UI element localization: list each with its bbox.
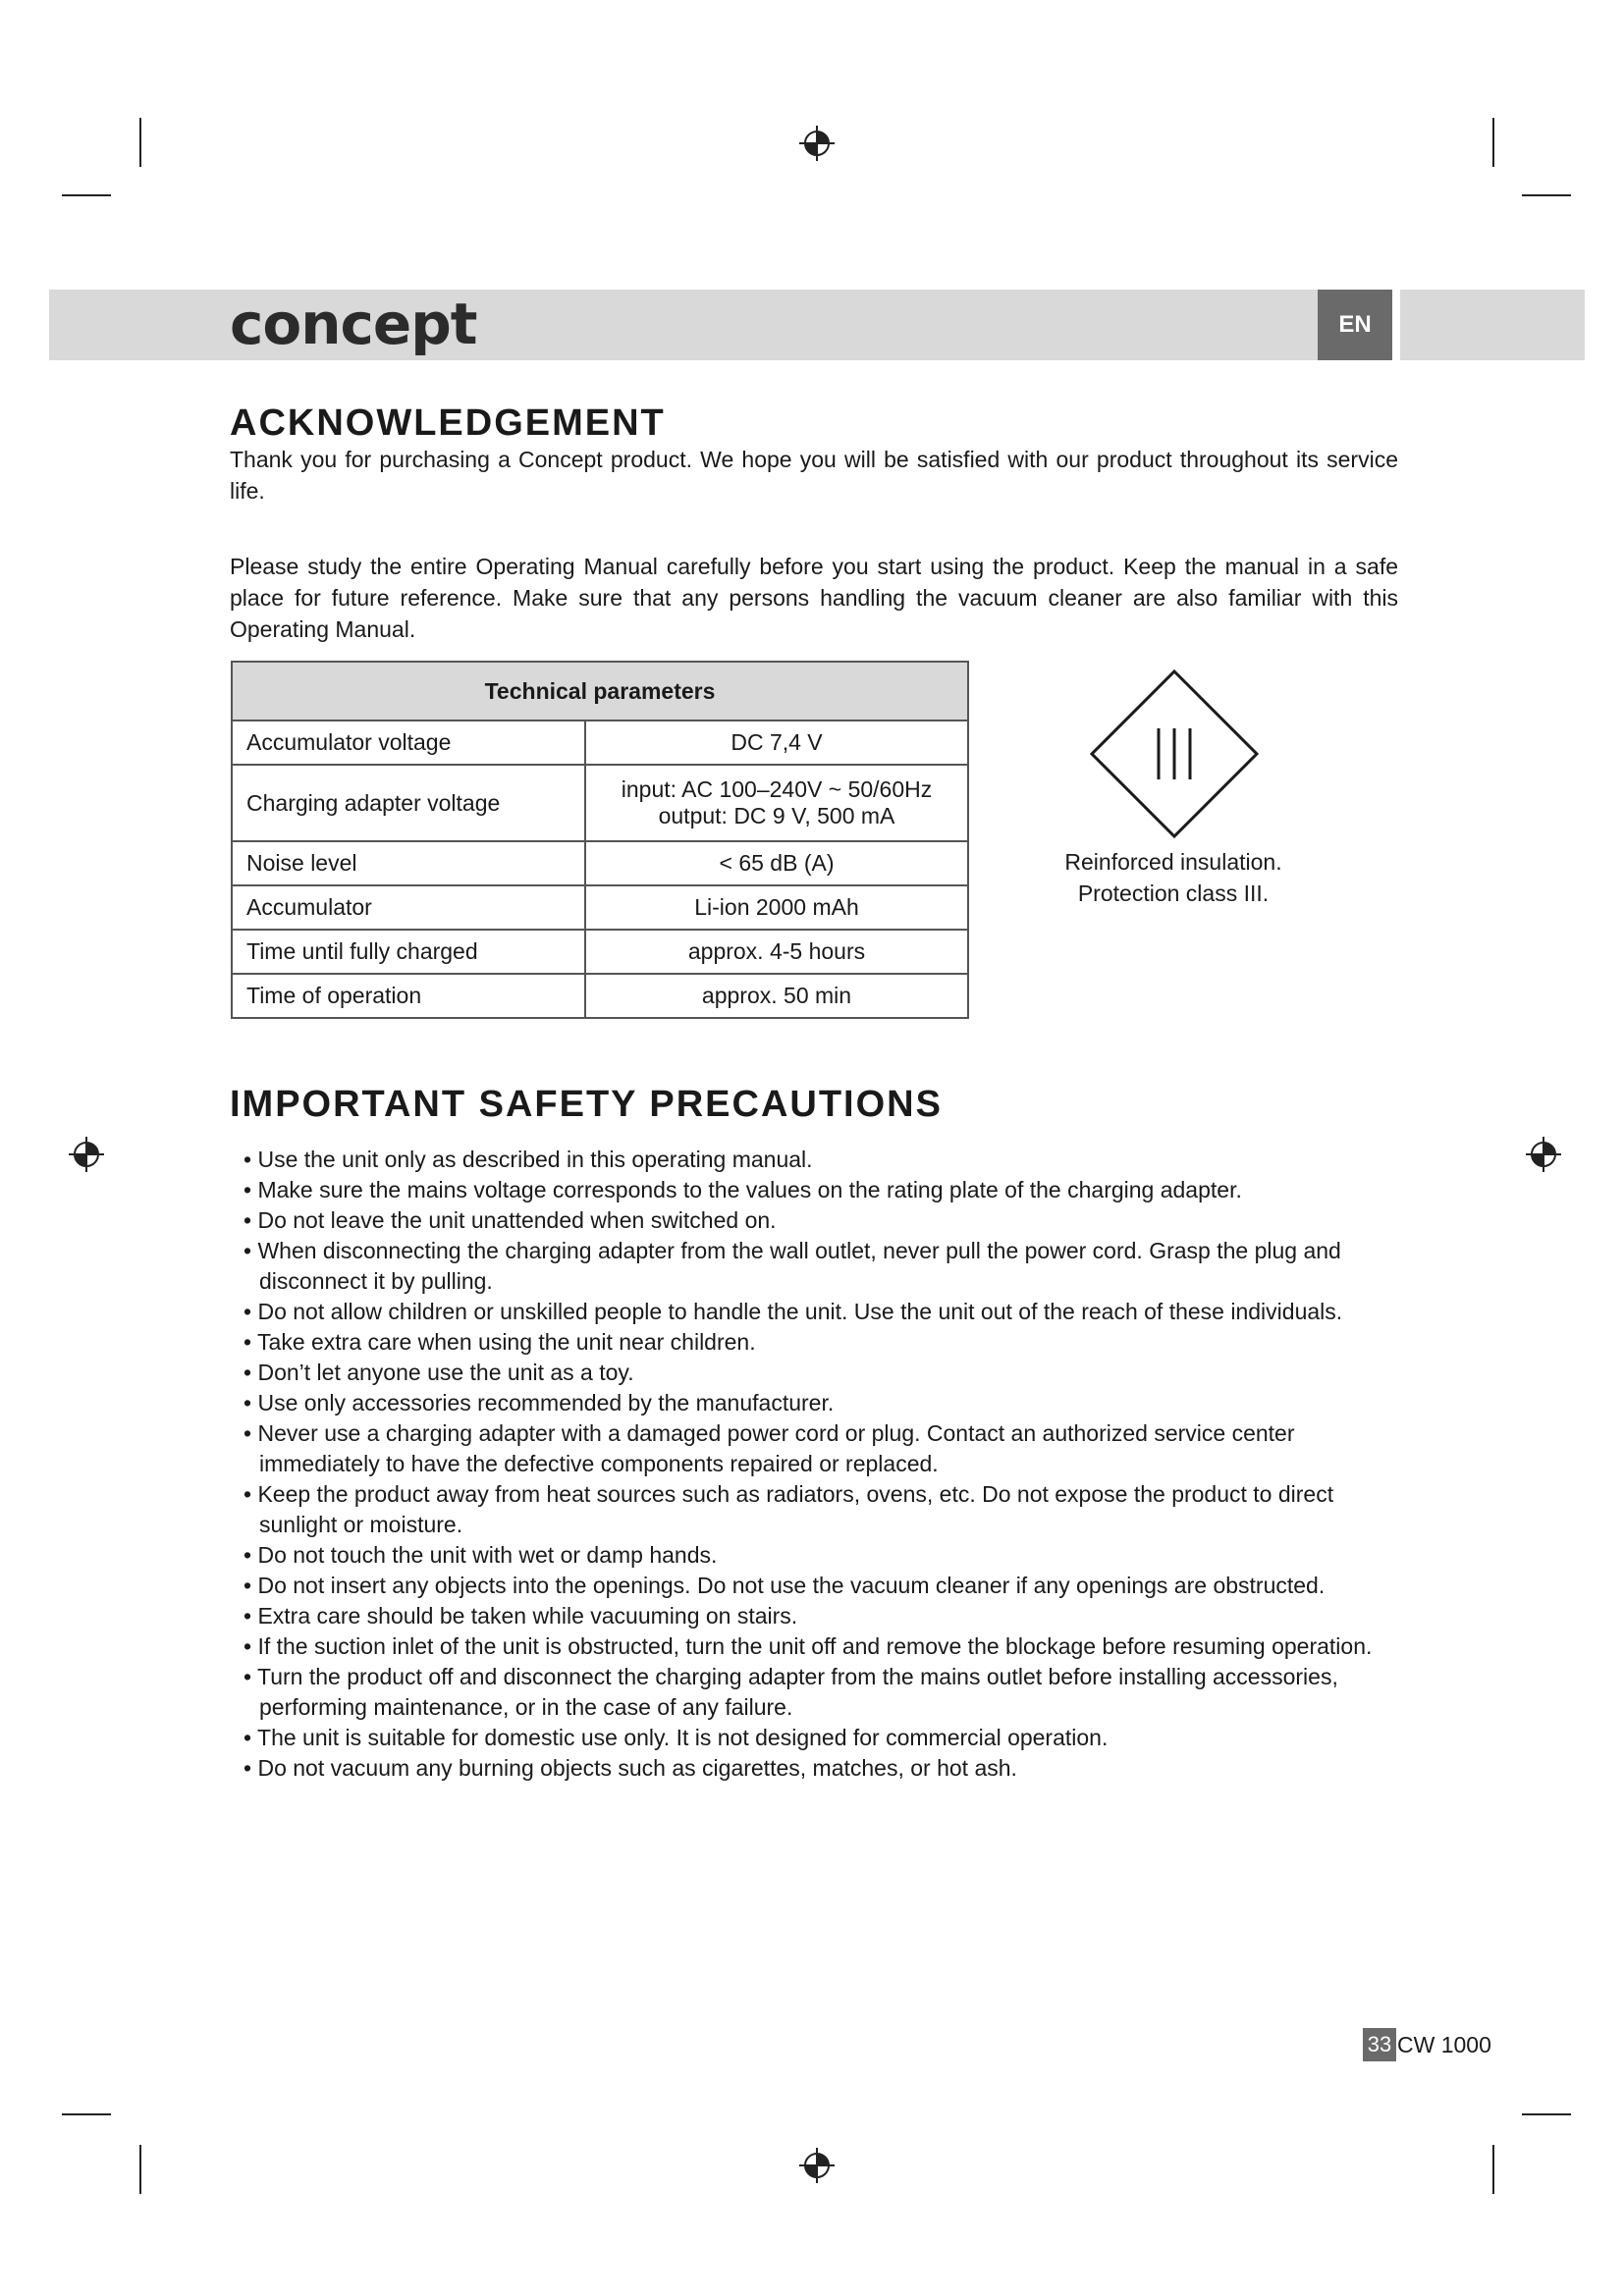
page-number: 33 — [1363, 2028, 1396, 2061]
list-item: • When disconnecting the charging adapter from the wall outlet, never pull the power cord. Grasp the plug and disconnect it by pulling. — [228, 1236, 1406, 1297]
list-item: • Don’t let anyone use the unit as a toy. — [228, 1358, 1406, 1388]
parameter-label: Time of operation — [232, 974, 585, 1018]
table-row — [232, 841, 968, 885]
crop-mark — [1522, 2113, 1571, 2115]
table-row — [232, 930, 968, 974]
list-item: • Do not leave the unit unattended when switched on. — [228, 1205, 1406, 1236]
acknowledgement-paragraph: Please study the entire Operating Manual carefully before you start using the product. Keep the manual in a safe place for future reference. Make sure that any persons handling the vacuum cleaner are also familiar with this Operating Manual. — [230, 554, 1398, 642]
list-item: • Use only accessories recommended by the manufacturer. — [228, 1388, 1406, 1418]
parameter-value-line: input: AC 100–240V ~ 50/60Hz — [621, 776, 933, 802]
list-item: • Do not insert any objects into the openings. Do not use the vacuum cleaner if any openings are obstructed. — [228, 1571, 1406, 1601]
parameter-value — [585, 765, 968, 841]
acknowledgement-title: ACKNOWLEDGEMENT — [230, 402, 666, 444]
caption-line: Protection class III. — [1077, 881, 1270, 906]
registration-mark-icon — [797, 124, 837, 163]
table-row — [232, 885, 968, 930]
table-header: Technical parameters — [232, 662, 968, 721]
list-item: • The unit is suitable for domestic use only. It is not designed for commercial operation. — [228, 1723, 1406, 1753]
list-item: • If the suction inlet of the unit is obstructed, turn the unit off and remove the blockage before resuming operation. — [228, 1631, 1406, 1662]
parameter-label: Accumulator — [232, 885, 585, 930]
parameter-value: approx. 4-5 hours — [585, 930, 968, 974]
crop-mark — [1522, 194, 1571, 196]
list-item: • Keep the product away from heat sources such as radiators, ovens, etc. Do not expose the product to direct sunlight or moisture. — [228, 1479, 1406, 1540]
parameter-label: Noise level — [232, 841, 585, 885]
brand-logo: concept — [230, 291, 477, 357]
crop-mark — [1492, 2145, 1494, 2194]
parameter-label: Accumulator voltage — [232, 721, 585, 765]
list-item: • Use the unit only as described in this operating manual. — [228, 1145, 1406, 1175]
acknowledgement-paragraph: Thank you for purchasing a Concept product. We hope you will be satisfied with our product throughout its service life. — [230, 447, 1398, 504]
crop-mark — [62, 194, 111, 196]
list-item: • Turn the product off and disconnect the charging adapter from the mains outlet before installing accessories, performing maintenance, or in the case of any failure. — [228, 1662, 1406, 1723]
list-item: • Extra care should be taken while vacuuming on stairs. — [228, 1601, 1406, 1631]
protection-symbol-caption — [1031, 846, 1316, 909]
parameter-value: < 65 dB (A) — [585, 841, 968, 885]
list-item: • Do not touch the unit with wet or damp hands. — [228, 1540, 1406, 1571]
table-row — [232, 765, 968, 841]
crop-mark — [139, 118, 141, 167]
list-item: • Never use a charging adapter with a damaged power cord or plug. Contact an authorized service center immediately to have the defective components repaired or replaced. — [228, 1418, 1406, 1479]
parameter-label: Charging adapter voltage — [232, 765, 585, 841]
parameter-value: approx. 50 min — [585, 974, 968, 1018]
parameter-value: Li-ion 2000 mAh — [585, 885, 968, 930]
list-item: • Take extra care when using the unit near children. — [228, 1327, 1406, 1358]
model-name: CW 1000 — [1397, 2032, 1491, 2057]
list-item: • Do not vacuum any burning objects such as cigarettes, matches, or hot ash. — [228, 1753, 1406, 1784]
technical-parameters-table — [231, 661, 969, 1019]
list-item: • Do not allow children or unskilled people to handle the unit. Use the unit out of the reach of these individuals. — [228, 1297, 1406, 1327]
table-row — [232, 721, 968, 765]
parameter-value-line: output: DC 9 V, 500 mA — [658, 803, 895, 828]
crop-mark — [62, 2113, 111, 2115]
header-divider — [1392, 290, 1400, 360]
safety-list — [228, 1145, 1406, 1784]
protection-class-iii-icon — [1088, 667, 1261, 840]
table-row — [232, 974, 968, 1018]
language-badge: EN — [1318, 290, 1392, 360]
parameter-label: Time until fully charged — [232, 930, 585, 974]
registration-mark-icon — [797, 2146, 837, 2185]
parameter-value: DC 7,4 V — [585, 721, 968, 765]
crop-mark — [1492, 118, 1494, 167]
list-item: • Make sure the mains voltage corresponds to the values on the rating plate of the charging adapter. — [228, 1175, 1406, 1205]
registration-mark-icon — [1524, 1135, 1563, 1174]
crop-mark — [139, 2145, 141, 2194]
caption-line: Reinforced insulation. — [1064, 849, 1282, 875]
safety-title: IMPORTANT SAFETY PRECAUTIONS — [230, 1084, 943, 1125]
registration-mark-icon — [67, 1135, 106, 1174]
